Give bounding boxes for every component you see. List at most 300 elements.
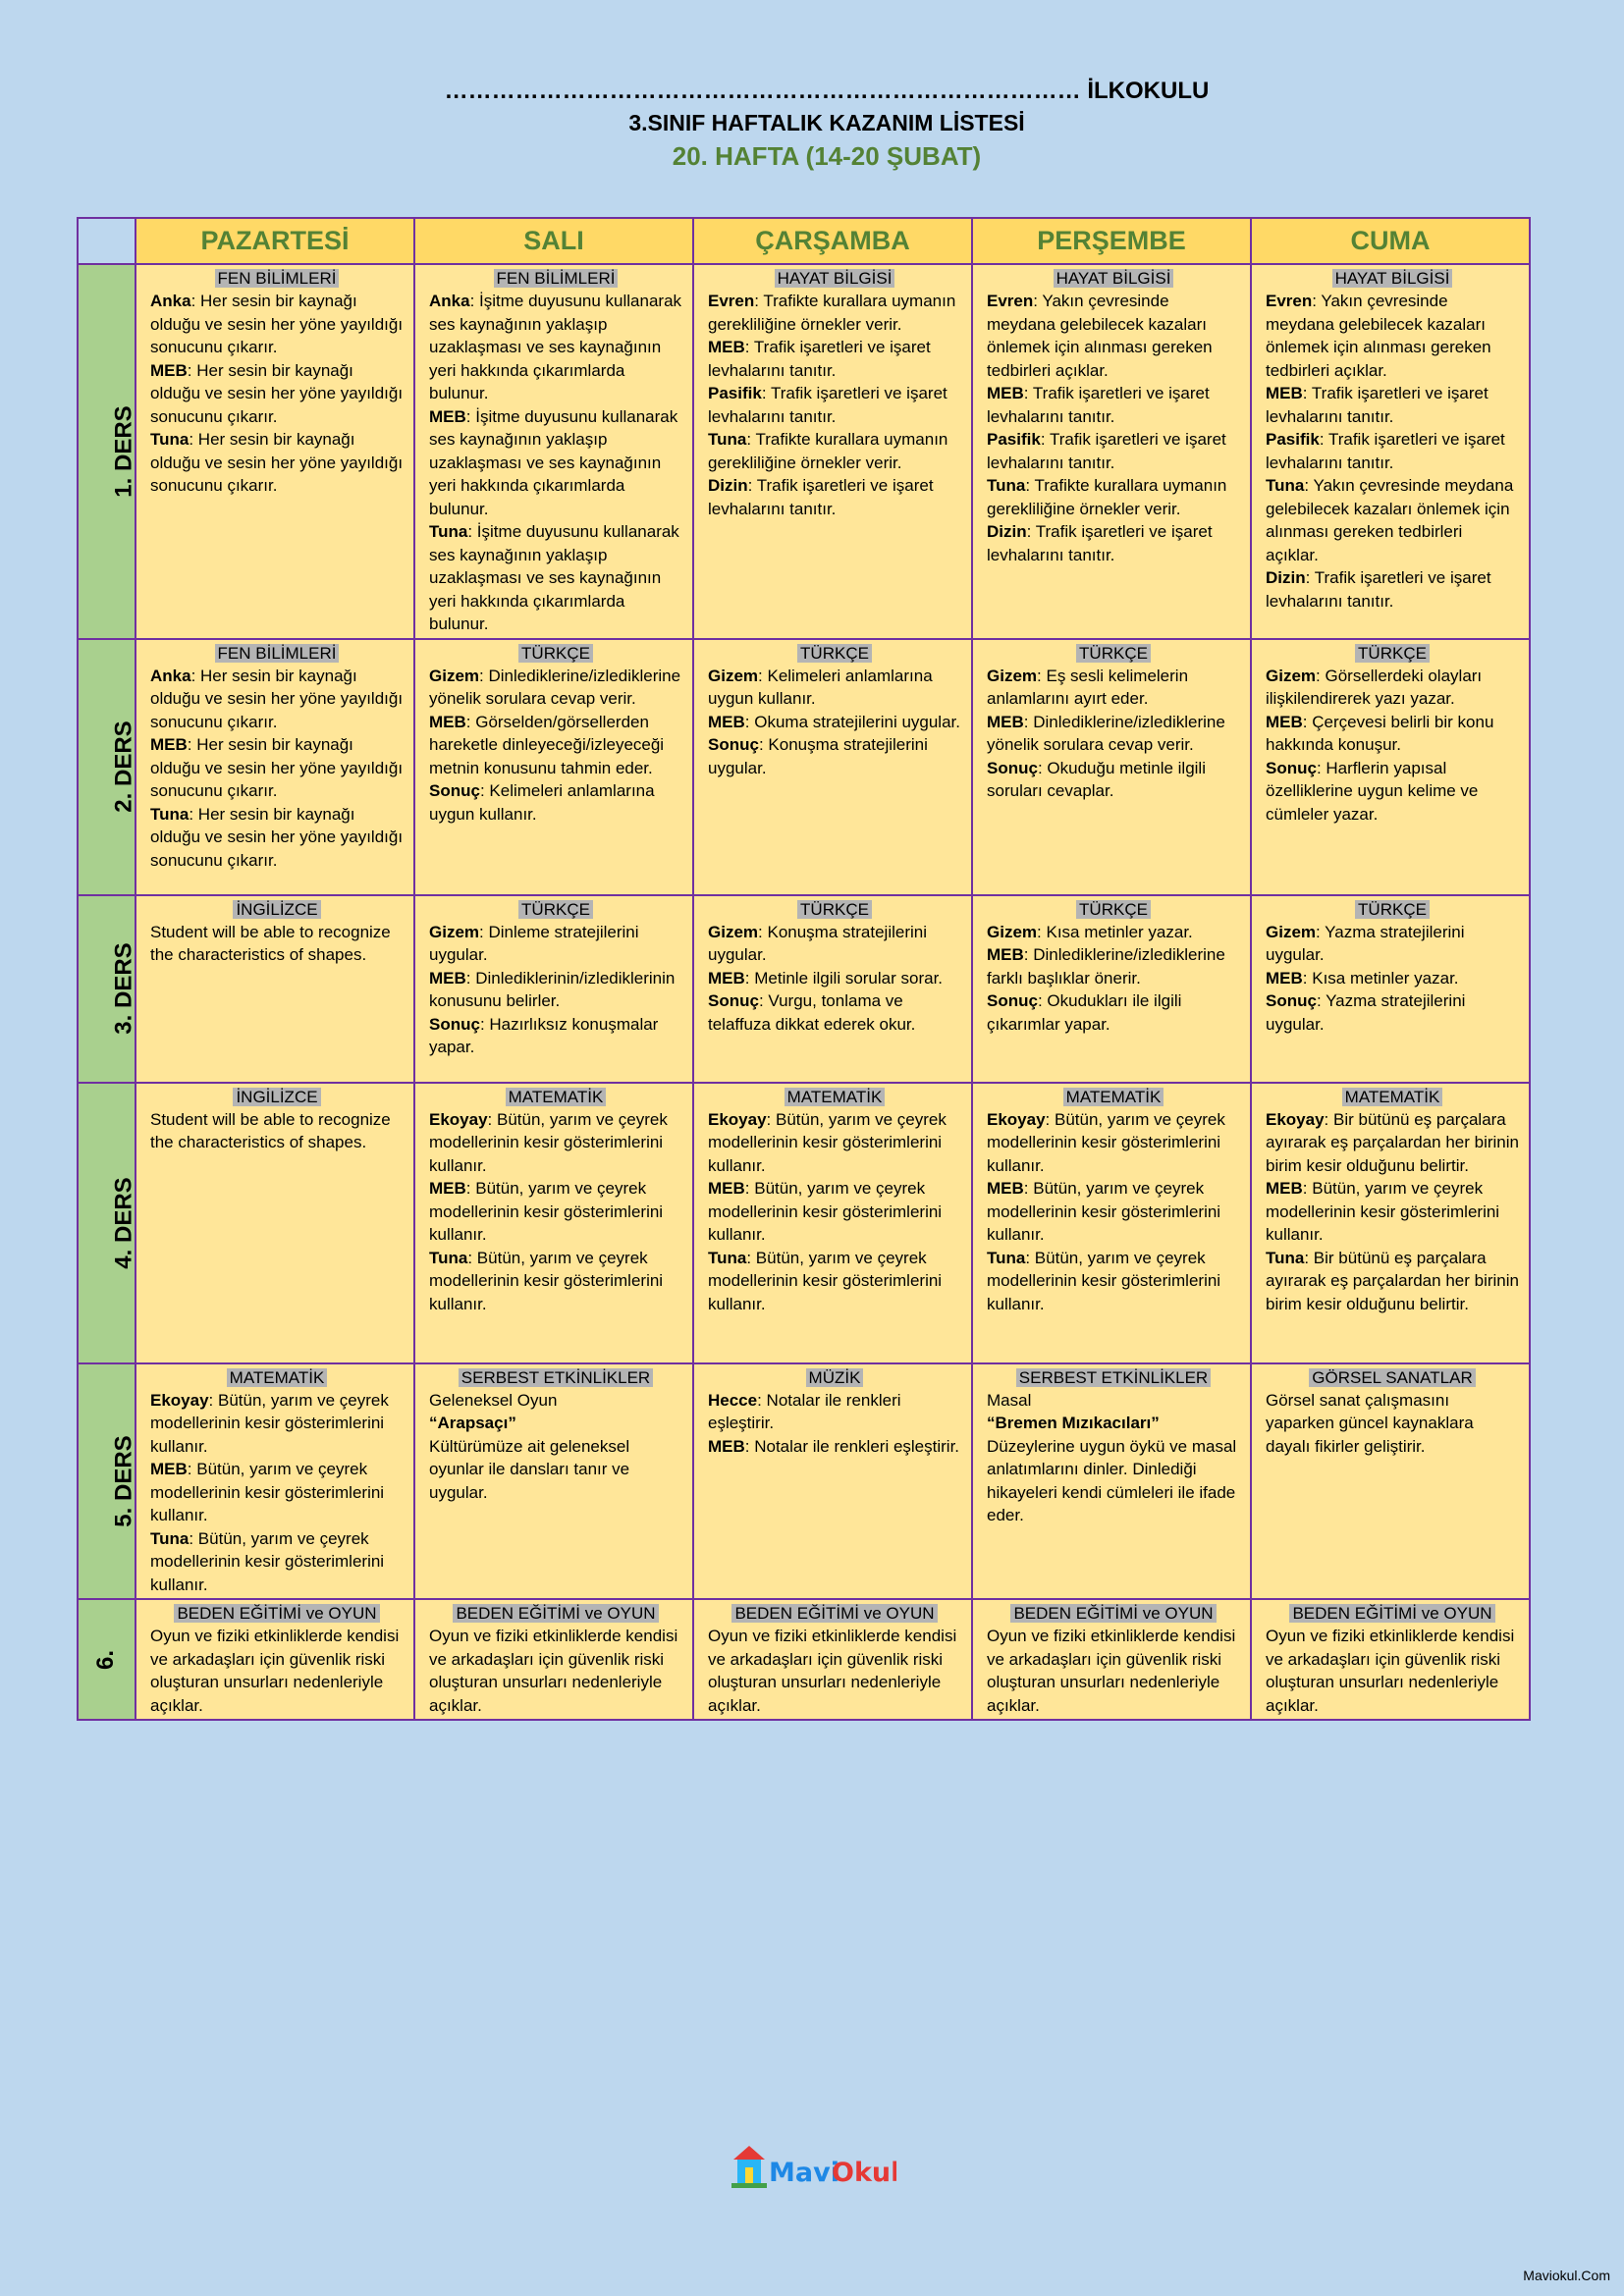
lesson-cell bbox=[135, 264, 414, 639]
subject-label: TÜRKÇE bbox=[1355, 644, 1430, 663]
lesson-cell bbox=[693, 1363, 972, 1600]
objective-line bbox=[987, 474, 1240, 520]
lesson-cell bbox=[972, 639, 1251, 895]
source-label: Tuna bbox=[708, 1248, 747, 1267]
subject-label: MATEMATİK bbox=[785, 1088, 886, 1106]
objective-text: Masal bbox=[987, 1390, 1032, 1410]
lesson-cell bbox=[414, 1599, 693, 1720]
subject-label: FEN BİLİMLERİ bbox=[215, 269, 340, 288]
period-label: 5. DERS bbox=[110, 1435, 137, 1527]
subject-label: SERBEST ETKİNLİKLER bbox=[1016, 1368, 1211, 1387]
objective-line bbox=[1266, 1108, 1519, 1178]
subject-heading bbox=[987, 1603, 1240, 1625]
subject-heading bbox=[1266, 1087, 1519, 1108]
objective-line bbox=[1266, 1389, 1519, 1459]
lesson-cell bbox=[972, 1363, 1251, 1600]
objective-line bbox=[708, 336, 961, 382]
lesson-cell bbox=[693, 1599, 972, 1720]
objective-text: : Trafik işaretleri ve işaret levhalarını tanıtır. bbox=[708, 338, 931, 380]
subject-heading bbox=[150, 1367, 404, 1389]
source-label: Anka bbox=[429, 292, 470, 310]
source-label: MEB bbox=[429, 968, 466, 988]
objective-text: : Her sesin bir kaynağı olduğu ve sesin her yöne yayıldığı sonucunu çıkarır. bbox=[150, 735, 404, 800]
objective-line bbox=[150, 1625, 404, 1717]
objective-line bbox=[708, 1177, 961, 1247]
objective-line bbox=[150, 1527, 404, 1597]
objective-text: : Konuşma stratejilerini uygular. bbox=[708, 735, 928, 777]
objective-text: : Dinlediklerine/izlediklerine yönelik sorulara cevap verir. bbox=[429, 666, 681, 708]
subject-heading bbox=[987, 1087, 1240, 1108]
objective-text: : Her sesin bir kaynağı olduğu ve sesin her yöne yayıldığı sonucunu çıkarır. bbox=[150, 666, 404, 731]
source-label: Gizem bbox=[708, 922, 759, 941]
objective-line bbox=[987, 1389, 1240, 1413]
objective-text: : Kısa metinler yazar. bbox=[1037, 922, 1193, 941]
source-label: MEB bbox=[429, 712, 466, 731]
subject-heading bbox=[429, 1087, 682, 1108]
source-label: Pasifik bbox=[1266, 430, 1320, 449]
objective-line bbox=[987, 921, 1240, 944]
objective-text: : Okuduğu metinle ilgili soruları cevaplar. bbox=[987, 758, 1206, 800]
objective-line bbox=[708, 733, 961, 779]
objective-text: : Bir bütünü eş parçalara ayırarak eş parçalardan her birinin birim kesir olduğunu belirtir. bbox=[1266, 1248, 1519, 1313]
objective-line bbox=[708, 711, 961, 734]
objective-line bbox=[150, 359, 404, 429]
objective-line bbox=[1266, 1625, 1519, 1717]
objective-line bbox=[429, 1412, 682, 1435]
objective-text: : Bütün, yarım ve çeyrek modellerinin kesir gösterimlerini kullanır. bbox=[708, 1109, 947, 1175]
subject-heading bbox=[429, 899, 682, 921]
objective-line bbox=[987, 428, 1240, 474]
objective-text: : Bütün, yarım ve çeyrek modellerinin kesir gösterimlerini kullanır. bbox=[429, 1179, 664, 1244]
objective-line bbox=[1266, 1177, 1519, 1247]
lesson-cell bbox=[1251, 264, 1530, 639]
subject-label: İNGİLİZCE bbox=[233, 1088, 320, 1106]
objective-line bbox=[150, 290, 404, 359]
source-label: Ekoyay bbox=[987, 1109, 1046, 1129]
objective-line bbox=[150, 1458, 404, 1527]
objective-text: : Kısa metinler yazar. bbox=[1302, 968, 1459, 988]
lesson-cell bbox=[414, 895, 693, 1083]
objective-text: Student will be able to recognize the characteristics of shapes. bbox=[150, 1109, 391, 1151]
objective-text: : Görselden/görsellerden hareketle dinleyeceği/izleyeceği metnin konusunu tahmin eder. bbox=[429, 712, 665, 777]
source-label: Tuna bbox=[429, 522, 468, 541]
objective-text: : Dinleme stratejilerini uygular. bbox=[429, 922, 639, 964]
subject-heading bbox=[987, 1367, 1240, 1389]
period-header bbox=[78, 264, 135, 639]
subject-heading bbox=[150, 643, 404, 665]
objective-text: : Okuma stratejilerini uygular. bbox=[744, 712, 960, 731]
period-row bbox=[78, 1599, 1530, 1720]
objective-line bbox=[429, 711, 682, 780]
objective-text: : Konuşma stratejilerini uygular. bbox=[708, 922, 927, 964]
objective-line bbox=[987, 1247, 1240, 1316]
objective-text: : İşitme duyusunu kullanarak ses kaynağının yaklaşıp uzaklaşması ve ses kaynağının yeri hakkında çıkarımlarda bulunur. bbox=[429, 292, 682, 402]
objective-line bbox=[429, 921, 682, 967]
day-header: SALI bbox=[414, 218, 693, 264]
lesson-cell bbox=[414, 264, 693, 639]
source-label: Sonuç bbox=[708, 991, 759, 1010]
objective-text: : Dinlediklerine/izlediklerine farklı başlıklar önerir. bbox=[987, 945, 1225, 988]
objective-text: : İşitme duyusunu kullanarak ses kaynağının yaklaşıp uzaklaşması ve ses kaynağının yeri hakkında çıkarımlarda bulunur. bbox=[429, 406, 678, 518]
objective-text: : Trafik işaretleri ve işaret levhalarını tanıtır. bbox=[1266, 384, 1489, 426]
subject-label: TÜRKÇE bbox=[1076, 900, 1151, 919]
period-header bbox=[78, 895, 135, 1083]
objective-text: : Trafikte kurallara uymanın gerekliliğine örnekler verir. bbox=[708, 430, 948, 472]
objective-line bbox=[708, 1108, 961, 1178]
subject-label: BEDEN EĞİTİMİ ve OYUN bbox=[731, 1604, 937, 1623]
period-header bbox=[78, 1599, 135, 1720]
source-label: Tuna bbox=[1266, 476, 1305, 495]
objective-text: : Bütün, yarım ve çeyrek modellerinin kesir gösterimlerini kullanır. bbox=[429, 1248, 664, 1313]
objective-text: : Görsellerdeki olayları ilişkilendirerek yazı yazar. bbox=[1266, 666, 1483, 708]
lesson-cell bbox=[693, 264, 972, 639]
lesson-cell bbox=[972, 264, 1251, 639]
objective-line bbox=[1266, 290, 1519, 382]
subject-heading bbox=[987, 899, 1240, 921]
objective-line bbox=[150, 733, 404, 803]
objective-line bbox=[987, 1625, 1240, 1717]
objective-line bbox=[708, 1247, 961, 1316]
corner-cell bbox=[78, 218, 135, 264]
subject-label: FEN BİLİMLERİ bbox=[494, 269, 619, 288]
objective-line bbox=[429, 1435, 682, 1505]
objective-line bbox=[429, 1625, 682, 1717]
source-label: Gizem bbox=[429, 666, 480, 685]
objective-line bbox=[987, 1435, 1240, 1527]
subject-label: HAYAT BİLGİSİ bbox=[1054, 269, 1174, 288]
objective-text: : Her sesin bir kaynağı olduğu ve sesin her yöne yayıldığı sonucunu çıkarır. bbox=[150, 360, 404, 426]
source-label: Sonuç bbox=[429, 781, 480, 800]
source-label: Hecce bbox=[708, 1390, 758, 1410]
subject-label: BEDEN EĞİTİMİ ve OYUN bbox=[174, 1604, 379, 1623]
objective-text: : Eş sesli kelimelerin anlamlarını ayırt eder. bbox=[987, 666, 1189, 708]
subject-label: HAYAT BİLGİSİ bbox=[775, 269, 895, 288]
objective-text: Düzeylerine uygun öykü ve masal anlatımlarını dinler. Dinlediği hikayeleri kendi cümleleri ile ifade eder. bbox=[987, 1436, 1237, 1524]
objective-text: Oyun ve fiziki etkinliklerde kendisi ve arkadaşları için güvenlik riski oluşturan unsurları nedenleriyle açıklar. bbox=[429, 1627, 678, 1715]
subject-heading bbox=[1266, 1367, 1519, 1389]
objective-line bbox=[987, 989, 1240, 1036]
source-label: Gizem bbox=[987, 666, 1038, 685]
source-label: MEB bbox=[1266, 384, 1303, 402]
subject-label: HAYAT BİLGİSİ bbox=[1332, 269, 1453, 288]
source-label: MEB bbox=[1266, 968, 1303, 988]
objective-line bbox=[1266, 757, 1519, 827]
source-label: MEB bbox=[150, 735, 188, 754]
lesson-cell bbox=[693, 639, 972, 895]
source-label: Tuna bbox=[150, 430, 189, 449]
objective-line bbox=[987, 1108, 1240, 1178]
period-label: 2. DERS bbox=[110, 721, 137, 813]
objective-text: : Hazırlıksız konuşmalar yapar. bbox=[429, 1014, 659, 1056]
subject-heading bbox=[150, 268, 404, 290]
objective-line bbox=[987, 757, 1240, 803]
objective-line bbox=[708, 290, 961, 336]
objective-text: : Trafik işaretleri ve işaret levhalarını tanıtır. bbox=[708, 476, 934, 518]
objective-text: Oyun ve fiziki etkinliklerde kendisi ve arkadaşları için güvenlik riski oluşturan unsurları nedenleriyle açıklar. bbox=[708, 1627, 957, 1715]
objective-text: : Her sesin bir kaynağı olduğu ve sesin her yöne yayıldığı sonucunu çıkarır. bbox=[150, 804, 404, 870]
source-label: Tuna bbox=[708, 430, 747, 449]
objective-text: : Yakın çevresinde meydana gelebilecek kazaları önlemek için alınması gereken tedbirleri açıklar. bbox=[1266, 476, 1514, 564]
objective-line bbox=[429, 290, 682, 405]
subject-label: MATEMATİK bbox=[1063, 1088, 1164, 1106]
objective-text: : Metinle ilgili sorular sorar. bbox=[744, 968, 944, 988]
source-label: MEB bbox=[708, 1179, 745, 1198]
objective-text: Kültürümüze ait geleneksel oyunlar ile dansları tanır ve uygular. bbox=[429, 1436, 630, 1502]
objective-line bbox=[708, 428, 961, 474]
objective-text: : İşitme duyusunu kullanarak ses kaynağının yaklaşıp uzaklaşması ve ses kaynağının yeri hakkında çıkarımlarda bulunur. bbox=[429, 522, 679, 633]
source-label: MEB bbox=[429, 1179, 466, 1198]
objective-text: : Yazma stratejilerini uygular. bbox=[1266, 922, 1465, 964]
objective-text: Oyun ve fiziki etkinliklerde kendisi ve arkadaşları için güvenlik riski oluşturan unsurları nedenleriyle açıklar. bbox=[150, 1627, 400, 1715]
subject-heading bbox=[1266, 1603, 1519, 1625]
lesson-cell bbox=[1251, 1083, 1530, 1363]
subject-heading bbox=[708, 1367, 961, 1389]
objective-line bbox=[987, 382, 1240, 428]
subject-heading bbox=[429, 1367, 682, 1389]
objective-text: : Bütün, yarım ve çeyrek modellerinin kesir gösterimlerini kullanır. bbox=[150, 1528, 385, 1594]
period-header bbox=[78, 1083, 135, 1363]
subject-heading bbox=[708, 268, 961, 290]
objective-line bbox=[429, 665, 682, 711]
objective-text: : Vurgu, tonlama ve telaffuza dikkat ederek okur. bbox=[708, 991, 916, 1034]
subject-heading bbox=[150, 899, 404, 921]
subject-label: TÜRKÇE bbox=[1076, 644, 1151, 663]
objective-text: : Bütün, yarım ve çeyrek modellerinin kesir gösterimlerini kullanır. bbox=[708, 1179, 943, 1244]
source-label: Pasifik bbox=[987, 430, 1041, 449]
objective-line bbox=[1266, 711, 1519, 757]
source-label: Evren bbox=[708, 292, 755, 310]
school-name: ……………………………………………………………………… İLKOKULU bbox=[444, 78, 1210, 104]
objective-text: : Bütün, yarım ve çeyrek modellerinin kesir gösterimlerini kullanır. bbox=[987, 1179, 1221, 1244]
source-label: Dizin bbox=[1266, 568, 1306, 587]
day-header: ÇARŞAMBA bbox=[693, 218, 972, 264]
objective-line bbox=[708, 665, 961, 711]
objective-line bbox=[987, 520, 1240, 566]
day-header: PAZARTESİ bbox=[135, 218, 414, 264]
lesson-cell bbox=[1251, 895, 1530, 1083]
subject-label: TÜRKÇE bbox=[797, 644, 872, 663]
objective-text: : Trafik işaretleri ve işaret levhalarını tanıtır. bbox=[987, 522, 1213, 564]
objective-line bbox=[708, 1389, 961, 1435]
lesson-cell bbox=[414, 639, 693, 895]
period-label: 4. DERS bbox=[110, 1176, 137, 1269]
objective-line bbox=[708, 1625, 961, 1717]
lesson-cell bbox=[693, 1083, 972, 1363]
objective-text: : Kelimeleri anlamlarına uygun kullanır. bbox=[429, 781, 655, 824]
objective-line bbox=[429, 779, 682, 826]
objective-text: : Her sesin bir kaynağı olduğu ve sesin her yöne yayıldığı sonucunu çıkarır. bbox=[150, 292, 404, 356]
subject-heading bbox=[708, 899, 961, 921]
objective-line bbox=[1266, 566, 1519, 613]
source-label: MEB bbox=[708, 712, 745, 731]
subject-heading bbox=[429, 268, 682, 290]
source-label: Sonuç bbox=[708, 735, 759, 754]
objective-line bbox=[1266, 967, 1519, 990]
lesson-cell bbox=[1251, 639, 1530, 895]
objective-text: : Trafik işaretleri ve işaret levhalarını tanıtır. bbox=[1266, 568, 1491, 611]
source-label: Tuna bbox=[987, 1248, 1026, 1267]
subject-label: FEN BİLİMLERİ bbox=[215, 644, 340, 663]
objective-text: : Bütün, yarım ve çeyrek modellerinin kesir gösterimlerini kullanır. bbox=[150, 1460, 385, 1524]
house-logo-icon bbox=[730, 2140, 896, 2199]
subject-heading bbox=[1266, 643, 1519, 665]
source-label: Sonuç bbox=[987, 991, 1038, 1010]
objective-line bbox=[1266, 921, 1519, 967]
objective-line bbox=[987, 1412, 1240, 1435]
objective-text: : Trafikte kurallara uymanın gerekliliğine örnekler verir. bbox=[987, 476, 1227, 518]
objective-line bbox=[987, 665, 1240, 711]
objective-line bbox=[150, 1108, 404, 1154]
objective-line bbox=[429, 1389, 682, 1413]
objective-text: Görsel sanat çalışmasını yaparken güncel kaynaklara dayalı fikirler geliştirir. bbox=[1266, 1390, 1474, 1456]
lesson-cell bbox=[972, 895, 1251, 1083]
subject-label: İNGİLİZCE bbox=[233, 900, 320, 919]
objective-text: : Bütün, yarım ve çeyrek modellerinin kesir gösterimlerini kullanır. bbox=[1266, 1179, 1500, 1244]
weekly-schedule-table bbox=[77, 217, 1531, 1721]
period-row bbox=[78, 639, 1530, 895]
objective-line bbox=[1266, 382, 1519, 428]
period-row bbox=[78, 895, 1530, 1083]
objective-line bbox=[1266, 474, 1519, 566]
subject-label: BEDEN EĞİTİMİ ve OYUN bbox=[1010, 1604, 1216, 1623]
objective-text: : Trafik işaretleri ve işaret levhalarını tanıtır. bbox=[708, 384, 947, 426]
lesson-cell bbox=[414, 1363, 693, 1600]
source-label: Dizin bbox=[708, 476, 748, 495]
objective-line bbox=[429, 405, 682, 521]
source-label: Ekoyay bbox=[708, 1109, 767, 1129]
objective-text: : Notalar ile renkleri eşleştirir. bbox=[708, 1390, 901, 1432]
objective-line bbox=[987, 711, 1240, 757]
subject-label: SERBEST ETKİNLİKLER bbox=[459, 1368, 653, 1387]
maviokul-logo bbox=[730, 2140, 896, 2199]
subject-heading bbox=[708, 643, 961, 665]
day-header-row bbox=[78, 218, 1530, 264]
source-label: Dizin bbox=[987, 522, 1027, 541]
subject-label: TÜRKÇE bbox=[1355, 900, 1430, 919]
source-label: MEB bbox=[987, 1179, 1024, 1198]
objective-text: : Yakın çevresinde meydana gelebilecek kazaları önlemek için alınması gereken tedbirleri açıklar. bbox=[987, 292, 1213, 380]
lesson-cell bbox=[1251, 1363, 1530, 1600]
lesson-cell bbox=[135, 1599, 414, 1720]
source-label: MEB bbox=[1266, 712, 1303, 731]
period-label: 3. DERS bbox=[110, 942, 137, 1035]
subject-label: MÜZİK bbox=[806, 1368, 864, 1387]
site-label: Maviokul.Com bbox=[1523, 2268, 1610, 2283]
objective-text: : Bütün, yarım ve çeyrek modellerinin kesir gösterimlerini kullanır. bbox=[708, 1248, 943, 1313]
objective-line bbox=[708, 989, 961, 1036]
day-header: CUMA bbox=[1251, 218, 1530, 264]
objective-line bbox=[150, 665, 404, 734]
subject-label: GÖRSEL SANATLAR bbox=[1309, 1368, 1475, 1387]
source-label: MEB bbox=[987, 712, 1024, 731]
objective-text: : Bütün, yarım ve çeyrek modellerinin kesir gösterimlerini kullanır. bbox=[987, 1248, 1221, 1313]
source-label: Sonuç bbox=[429, 1014, 480, 1034]
objective-text: : Her sesin bir kaynağı olduğu ve sesin her yöne yayıldığı sonucunu çıkarır. bbox=[150, 430, 404, 495]
source-label: Sonuç bbox=[987, 758, 1038, 777]
objective-line bbox=[708, 921, 961, 967]
subject-heading bbox=[708, 1087, 961, 1108]
objective-text: : Bütün, yarım ve çeyrek modellerinin kesir gösterimlerini kullanır. bbox=[987, 1109, 1225, 1175]
period-header bbox=[78, 1363, 135, 1600]
objective-text: Geleneksel Oyun bbox=[429, 1390, 558, 1410]
objective-text: : Yakın çevresinde meydana gelebilecek kazaları önlemek için alınması gereken tedbirleri açıklar. bbox=[1266, 292, 1491, 380]
source-label: MEB bbox=[987, 945, 1024, 964]
source-label: MEB bbox=[150, 1460, 188, 1478]
source-label: MEB bbox=[1266, 1179, 1303, 1198]
subject-heading bbox=[150, 1603, 404, 1625]
period-label: 1. DERS bbox=[110, 405, 137, 498]
objective-text: : Bütün, yarım ve çeyrek modellerinin kesir gösterimlerini kullanır. bbox=[150, 1390, 389, 1456]
objective-line bbox=[1266, 665, 1519, 711]
subject-label: MATEMATİK bbox=[506, 1088, 607, 1106]
source-label: MEB bbox=[708, 968, 745, 988]
lesson-cell bbox=[972, 1599, 1251, 1720]
subject-heading bbox=[150, 1087, 404, 1108]
objective-line bbox=[708, 967, 961, 990]
objective-text: Oyun ve fiziki etkinliklerde kendisi ve arkadaşları için güvenlik riski oluşturan unsurları nedenleriyle açıklar. bbox=[1266, 1627, 1515, 1715]
subject-heading bbox=[1266, 899, 1519, 921]
subject-label: BEDEN EĞİTİMİ ve OYUN bbox=[1289, 1604, 1494, 1623]
week-title: 20. HAFTA (14-20 ŞUBAT) bbox=[672, 141, 982, 171]
objective-line bbox=[429, 520, 682, 636]
source-label: Tuna bbox=[429, 1248, 468, 1267]
objective-text: : Yazma stratejilerini uygular. bbox=[1266, 991, 1466, 1034]
period-label: 6. bbox=[92, 1649, 120, 1670]
source-label: Gizem bbox=[1266, 922, 1317, 941]
objective-line bbox=[429, 1108, 682, 1178]
source-label: Tuna bbox=[150, 1528, 189, 1548]
day-header: PERŞEMBE bbox=[972, 218, 1251, 264]
subject-heading bbox=[429, 1603, 682, 1625]
subject-heading bbox=[987, 643, 1240, 665]
source-label: Ekoyay bbox=[1266, 1109, 1325, 1129]
source-label: Evren bbox=[987, 292, 1034, 310]
source-label: Gizem bbox=[708, 666, 759, 685]
objective-text: : Kelimeleri anlamlarına uygun kullanır. bbox=[708, 666, 933, 708]
objective-line bbox=[987, 943, 1240, 989]
period-header bbox=[78, 639, 135, 895]
objective-line bbox=[150, 1389, 404, 1459]
objective-line bbox=[150, 428, 404, 498]
lesson-cell bbox=[693, 895, 972, 1083]
period-row bbox=[78, 1363, 1530, 1600]
lesson-cell bbox=[1251, 1599, 1530, 1720]
source-label: MEB bbox=[987, 384, 1024, 402]
objective-text: : Dinlediklerine/izlediklerine yönelik sorulara cevap verir. bbox=[987, 712, 1225, 754]
objective-line bbox=[429, 1247, 682, 1316]
objective-line bbox=[708, 382, 961, 428]
source-label: Gizem bbox=[1266, 666, 1317, 685]
objective-text: : Trafik işaretleri ve işaret levhalarını tanıtır. bbox=[987, 430, 1226, 472]
source-label: Gizem bbox=[987, 922, 1038, 941]
objective-line bbox=[429, 1013, 682, 1059]
subject-heading bbox=[1266, 268, 1519, 290]
objective-line bbox=[708, 474, 961, 520]
objective-text: : Harflerin yapısal özelliklerine uygun kelime ve cümleler yazar. bbox=[1266, 758, 1479, 824]
source-label: “Arapsaçı” bbox=[429, 1414, 516, 1432]
objective-line bbox=[150, 803, 404, 873]
subject-label: TÜRKÇE bbox=[797, 900, 872, 919]
page-header bbox=[0, 77, 1624, 173]
source-label: Gizem bbox=[429, 922, 480, 941]
objective-text: : Trafik işaretleri ve işaret levhalarını tanıtır. bbox=[987, 384, 1210, 426]
objective-line bbox=[429, 967, 682, 1013]
objective-line bbox=[1266, 1247, 1519, 1316]
lesson-cell bbox=[972, 1083, 1251, 1363]
objective-text: Oyun ve fiziki etkinliklerde kendisi ve arkadaşları için güvenlik riski oluşturan unsurları nedenleriyle açıklar. bbox=[987, 1627, 1236, 1715]
source-label: Tuna bbox=[150, 804, 189, 824]
objective-line bbox=[1266, 428, 1519, 474]
